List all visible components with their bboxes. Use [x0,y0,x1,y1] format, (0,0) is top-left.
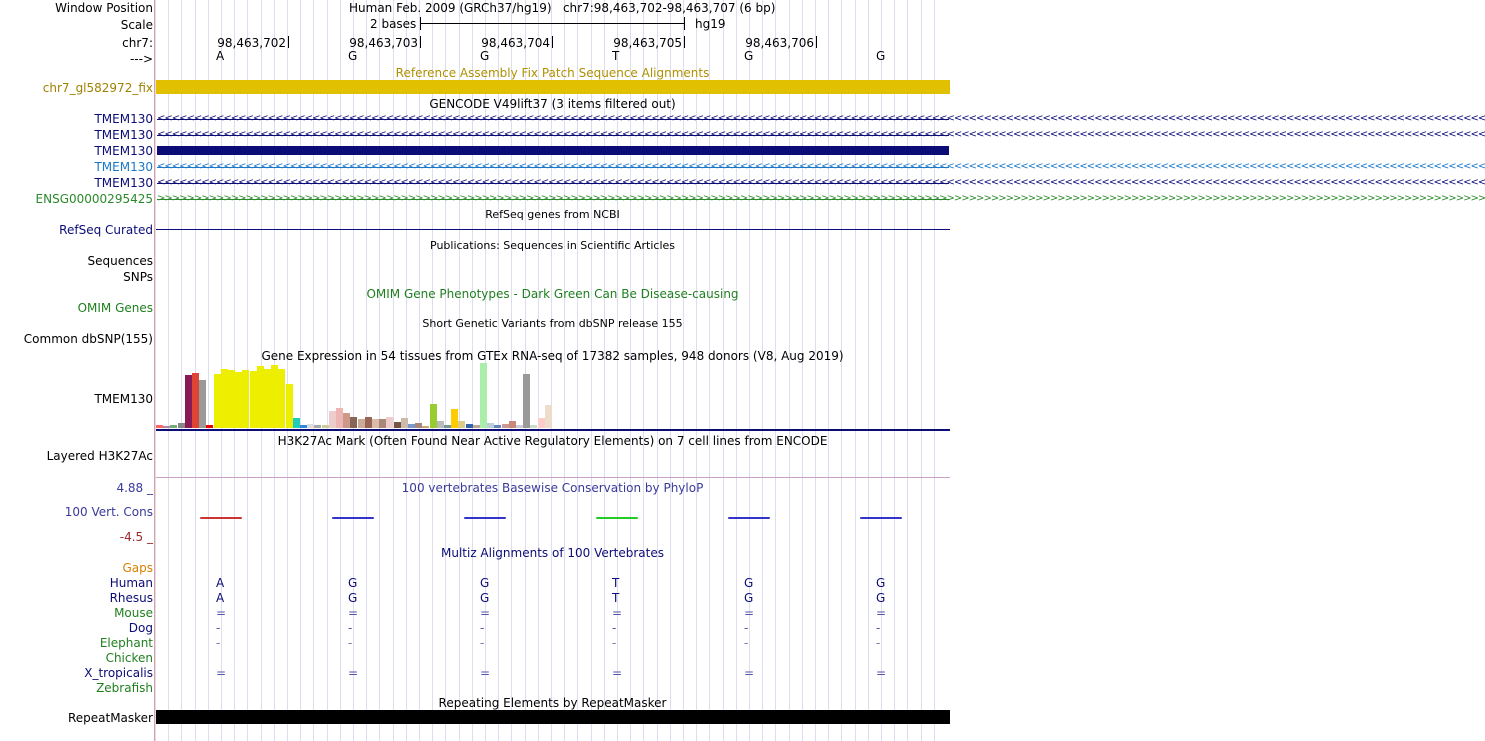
gtex-bar[interactable] [178,423,185,428]
gtex-bar[interactable] [523,374,530,428]
gtex-bar[interactable] [214,374,221,428]
gtex-bar[interactable] [444,425,451,428]
multiz-base: - [612,636,617,650]
gtex-bar[interactable] [394,422,401,428]
gtex-bar[interactable] [516,425,523,428]
gtex-bar[interactable] [206,425,213,428]
gtex-bar[interactable] [322,425,329,428]
gtex-bar[interactable] [264,369,271,428]
gtex-bar[interactable] [358,419,365,428]
multiz-base: - [876,636,881,650]
gtex-bar[interactable] [242,370,249,428]
multiz-base: G [744,576,754,590]
gtex-bar[interactable] [372,419,379,428]
scale-bar [420,23,684,24]
gaps-label[interactable]: Gaps [122,561,153,575]
gtex-bar[interactable] [329,411,336,428]
gtex-bar[interactable] [487,423,494,428]
gtex-bar[interactable] [163,426,170,428]
gtex-bar[interactable] [494,425,501,428]
position-tick-label: 98,463,702 [217,36,286,50]
multiz-base: G [744,591,754,605]
multiz-species-label[interactable]: Elephant [99,636,153,650]
cons-mark[interactable] [860,517,902,519]
multiz-base: = [216,606,227,620]
multiz-base: G [480,576,490,590]
multiz-base: G [876,591,886,605]
cons-mark[interactable] [464,517,506,519]
gtex-bar[interactable] [430,404,437,428]
base-letter: G [744,49,754,63]
multiz-base: G [876,576,886,590]
position-tick-label: 98,463,703 [349,36,418,50]
rmsk-label[interactable]: RepeatMasker [67,711,153,725]
cons-mark[interactable] [200,517,242,519]
position-tick-mark [552,36,553,48]
gtex-bar[interactable] [336,408,343,428]
h3k27-baseline [156,477,950,478]
multiz-base: = [348,666,359,680]
position-tick-mark [816,36,817,48]
gtex-title[interactable]: Gene Expression in 54 tissues from GTEx RNA-seq of 17382 samples, 948 donors (V8, Aug 2019) [261,349,844,363]
multiz-base: - [480,621,485,635]
multiz-base: - [876,621,881,635]
base-letter: G [480,49,490,63]
gtex-bar[interactable] [343,413,350,428]
multiz-base: - [612,621,617,635]
gtex-bar[interactable] [386,417,393,428]
gencode-item-label[interactable]: TMEM130 [94,160,153,174]
gtex-bar[interactable] [307,424,314,428]
chrom-label: chr7: [122,36,153,50]
multiz-base: = [612,666,623,680]
multiz-base: G [348,576,358,590]
multiz-base: = [480,606,491,620]
gtex-bar[interactable] [408,424,415,428]
gtex-bar[interactable] [473,425,480,428]
multiz-base: - [348,621,353,635]
pubs-label-sequences[interactable]: Sequences [87,254,153,268]
gtex-bar[interactable] [538,418,545,428]
window-position-label: Window Position [55,1,153,15]
multiz-base: - [348,636,353,650]
gtex-bar[interactable] [271,365,278,428]
cons-min: -4.5 _ [119,530,153,544]
omim-title[interactable]: OMIM Gene Phenotypes - Dark Green Can Be Disease-causing [366,287,739,301]
gencode-item-label[interactable]: TMEM130 [94,112,153,126]
base-letter: A [216,49,225,63]
multiz-species-label[interactable]: X_tropicalis [84,666,153,680]
gtex-bar[interactable] [379,419,386,428]
gtex-bar[interactable] [437,421,444,428]
gtex-bar[interactable] [545,405,552,428]
cons-mark[interactable] [332,517,374,519]
multiz-species-label[interactable]: Chicken [105,651,153,665]
multiz-base: A [216,591,225,605]
base-letter: G [348,49,358,63]
gtex-bar[interactable] [466,424,473,428]
cons-max: 4.88 _ [116,481,153,495]
gene-strand-reverse[interactable]: <<<<<<<<<<<<<<<<<<<<<<<<<<<<<<<<<<<<<<<<<<<<<<<<<<<<<<<<<<<<<<<<<<<<<<<<<<<<<<<<<<<<<<<<<<<<<<<<<<<<<<<<<<<<<<<<<<<<<<<<<<<<<<<<<<<<<<<<<<<<<<<<<<<<<<<<<<<<<<<<<<<<<<<<<<<<<<<<<<<< [157,161,1485,172]
multiz-base: G [480,591,490,605]
cons-label[interactable]: 100 Vert. Cons [64,505,153,519]
multiz-base: = [744,666,755,680]
multiz-base: A [216,576,225,590]
gtex-bar[interactable] [257,366,264,428]
fix-patch-label[interactable]: chr7_gl582972_fix [42,81,153,95]
multiz-base: - [216,636,221,650]
scale-value: 2 bases [370,17,417,31]
multiz-base: = [876,666,887,680]
gtex-bar[interactable] [415,423,422,428]
gtex-baseline [156,429,950,431]
multiz-base: T [612,591,620,605]
multiz-base: T [612,576,620,590]
multiz-base: = [612,606,623,620]
omim-label[interactable]: OMIM Genes [77,301,153,315]
gene-strand-reverse[interactable]: <<<<<<<<<<<<<<<<<<<<<<<<<<<<<<<<<<<<<<<<<<<<<<<<<<<<<<<<<<<<<<<<<<<<<<<<<<<<<<<<<<<<<<<<<<<<<<<<<<<<<<<<<<<<<<<<<<<<<<<<<<<<<<<<<<<<<<<<<<<<<<<<<<<<<<<<<<<<<<<<<<<<<<<<<<<<<<<<<<<< [157,113,1485,124]
gencode-item-label[interactable]: TMEM130 [94,128,153,142]
gencode-item-label[interactable]: ENSG00000295425 [35,192,153,206]
scale-bar-right-tick [684,17,685,30]
gtex-bar[interactable] [170,425,177,428]
multiz-base: = [216,666,227,680]
multiz-base: = [744,606,755,620]
window-position-value[interactable]: Human Feb. 2009 (GRCh37/hg19) chr7:98,463,702-98,463,707 (6 bp) [349,1,776,15]
cons-mark[interactable] [596,517,638,519]
multiz-base: - [744,621,749,635]
multiz-base: G [348,591,358,605]
label-separator [154,0,155,741]
fix-patch-bar[interactable] [156,80,950,94]
scale-db: hg19 [695,17,726,31]
multiz-species-label[interactable]: Mouse [114,606,153,620]
scale-label: Scale [120,18,153,32]
gtex-bar[interactable] [365,417,372,428]
gtex-bar[interactable] [199,380,206,428]
gtex-bar[interactable] [502,424,509,428]
position-tick-mark [420,36,421,48]
gene-strand-reverse[interactable]: <<<<<<<<<<<<<<<<<<<<<<<<<<<<<<<<<<<<<<<<<<<<<<<<<<<<<<<<<<<<<<<<<<<<<<<<<<<<<<<<<<<<<<<<<<<<<<<<<<<<<<<<<<<<<<<<<<<<<<<<<<<<<<<<<<<<<<<<<<<<<<<<<<<<<<<<<<<<<<<<<<<<<<<<<<<<<<<<<<<< [157,177,1485,188]
gtex-bar[interactable] [293,418,300,428]
h3k27-title[interactable]: H3K27Ac Mark (Often Found Near Active Regulatory Elements) on 7 cell lines from ENCODE [277,434,828,448]
refseq-line[interactable] [156,229,950,230]
gencode-title[interactable]: GENCODE V49lift37 (3 items filtered out) [429,97,676,111]
multiz-base: - [480,636,485,650]
multiz-species-label[interactable]: Zebrafish [96,681,153,695]
base-letter: G [876,49,886,63]
gtex-bar[interactable] [192,373,199,428]
dbsnp-title[interactable]: Short Genetic Variants from dbSNP release 155 [422,317,683,330]
multiz-species-label[interactable]: Human [109,576,153,590]
pubs-label-snps[interactable]: SNPs [123,270,153,284]
gtex-bar[interactable] [286,384,293,428]
gtex-bar[interactable] [451,409,458,428]
scale-bar-left-tick [420,17,421,30]
gtex-bar[interactable] [401,418,408,428]
gtex-chart[interactable] [156,362,950,430]
multiz-species-label[interactable]: Dog [128,621,153,635]
cons-mark[interactable] [728,517,770,519]
rmsk-title[interactable]: Repeating Elements by RepeatMasker [438,696,667,710]
multiz-title[interactable]: Multiz Alignments of 100 Vertebrates [440,546,665,560]
multiz-base: - [216,621,221,635]
base-letter: T [612,49,620,63]
position-tick-label: 98,463,705 [613,36,682,50]
refseq-title[interactable]: RefSeq genes from NCBI [485,208,620,221]
gtex-bar[interactable] [509,421,516,428]
gencode-item-label[interactable]: TMEM130 [94,144,153,158]
position-tick-label: 98,463,706 [745,36,814,50]
cons-title[interactable]: 100 vertebrates Basewise Conservation by PhyloP [401,481,704,495]
multiz-base: = [480,666,491,680]
refseq-label[interactable]: RefSeq Curated [59,223,153,237]
gtex-bar[interactable] [156,425,163,428]
gtex-bar[interactable] [221,369,228,428]
position-tick-label: 98,463,704 [481,36,550,50]
gtex-label[interactable]: TMEM130 [94,392,153,406]
multiz-base: = [348,606,359,620]
gene-strand-forward[interactable]: >>>>>>>>>>>>>>>>>>>>>>>>>>>>>>>>>>>>>>>>>>>>>>>>>>>>>>>>>>>>>>>>>>>>>>>>>>>>>>>>>>>>>>>>>>>>>>>>>>>>>>>>>>>>>>>>>>>>>>>>>>>>>>>>>>>>>>>>>>>>>>>>>>>>>>>>>>>>>>>>>>>>>>>>>>>>>>>>>>>> [157,193,1485,204]
gtex-bar[interactable] [480,363,487,428]
dbsnp-label[interactable]: Common dbSNP(155) [23,332,153,346]
pubs-title[interactable]: Publications: Sequences in Scientific Articles [430,239,675,252]
position-tick-mark [684,36,685,48]
gtex-bar[interactable] [235,372,242,428]
gtex-bar[interactable] [422,426,429,428]
multiz-base: - [744,636,749,650]
gtex-bar[interactable] [250,371,257,428]
rmsk-bar[interactable] [156,710,950,724]
fix-patch-title[interactable]: Reference Assembly Fix Patch Sequence Alignments [395,66,710,80]
gtex-bar[interactable] [350,417,357,428]
gene-strand-reverse[interactable]: <<<<<<<<<<<<<<<<<<<<<<<<<<<<<<<<<<<<<<<<<<<<<<<<<<<<<<<<<<<<<<<<<<<<<<<<<<<<<<<<<<<<<<<<<<<<<<<<<<<<<<<<<<<<<<<<<<<<<<<<<<<<<<<<<<<<<<<<<<<<<<<<<<<<<<<<<<<<<<<<<<<<<<<<<<<<<<<<<<<< [157,129,1485,140]
multiz-base: = [876,606,887,620]
strand-arrow-label: ---> [129,52,153,66]
gtex-bar[interactable] [185,375,192,428]
gtex-bar[interactable] [314,425,321,428]
gencode-item-label[interactable]: TMEM130 [94,176,153,190]
multiz-species-label[interactable]: Rhesus [109,591,153,605]
gtex-bar[interactable] [228,370,235,428]
position-tick-mark [288,36,289,48]
gtex-bar[interactable] [458,421,465,428]
gtex-bar[interactable] [278,369,285,428]
gtex-bar[interactable] [530,425,537,428]
h3k27-label[interactable]: Layered H3K27Ac [46,449,153,463]
gencode-exon-bar[interactable] [157,146,949,155]
gtex-bar[interactable] [300,425,307,428]
